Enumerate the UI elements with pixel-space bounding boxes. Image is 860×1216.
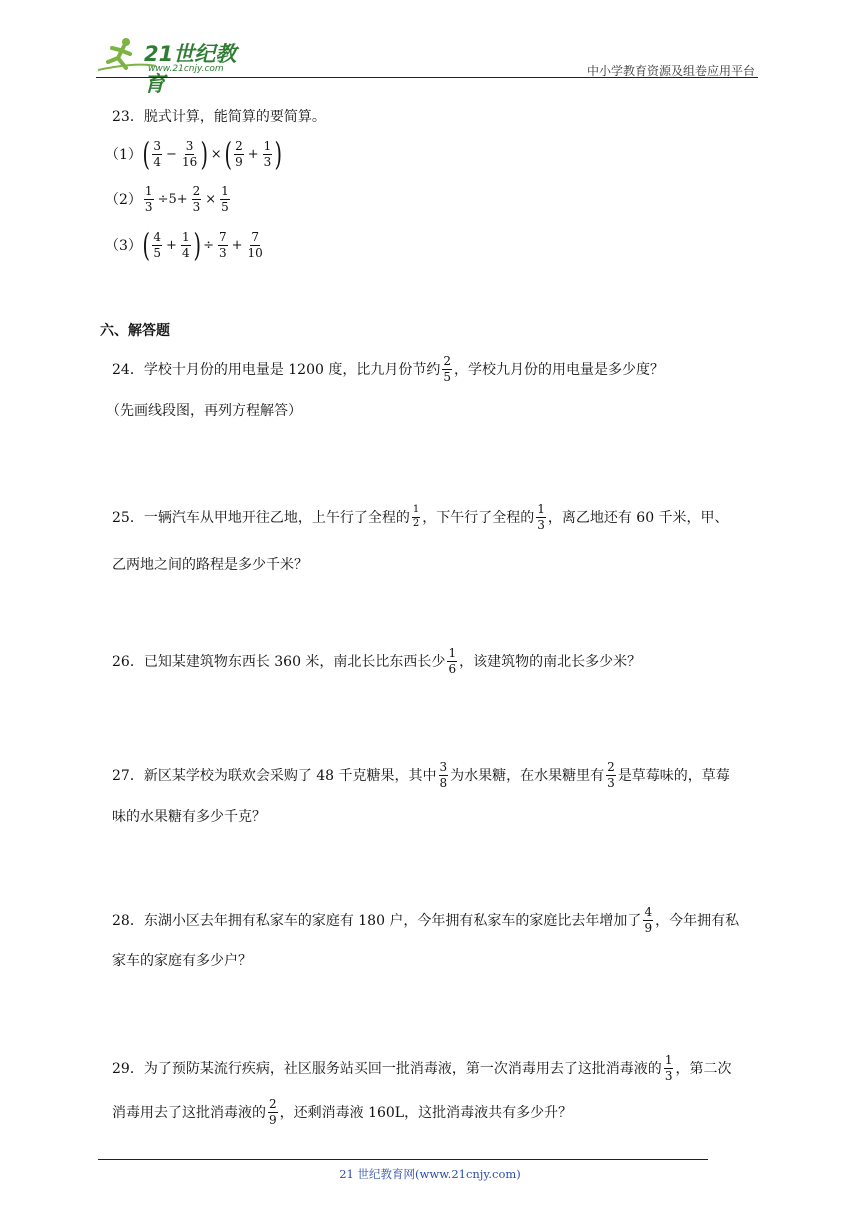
q28-text-line2: 家车的家庭有多少户？: [112, 953, 252, 969]
footer-divider: [98, 1159, 708, 1160]
q24-note: （先画线段图，再列方程解答）: [106, 403, 302, 419]
q29-text: 29．为了预防某流行疾病，社区服务站买回一批消毒液，第一次消毒用去了这批消毒液的 $\frac{1}{3}$ ，第二次: [112, 1052, 732, 1083]
q26-text: 26．已知某建筑物东西长 360 米，南北长比东西长少 $\frac{1}{6}$ ，该建筑物的南北长多少米？: [112, 645, 642, 676]
q23-part2-label: （2）: [105, 192, 142, 208]
q27-text: 27．新区某学校为联欢会采购了 48 千克糖果，其中 $\frac{3}{8}$ 为水果糖，在水果糖里有 $\frac{2}{3}$ 是草莓味的，草莓: [112, 759, 730, 790]
header-divider: [96, 77, 758, 78]
q23-title: 23．脱式计算，能简算的要简算。: [112, 109, 326, 125]
q23-part1-label: （1）: [105, 147, 142, 163]
q28-text: 28．东湖小区去年拥有私家车的家庭有 180 户，今年拥有私家车的家庭比去年增加了 $\frac{4}{9}$ ，今年拥有私: [112, 904, 740, 935]
q25-text: 25．一辆汽车从甲地开往乙地，上午行了全程的 $\frac{1}{2}$ ，下午行了全程的 $\frac{1}{3}$ ，离乙地还有 60 千米，甲、: [112, 501, 729, 532]
q23-part1: （1） ( $\frac{3}{4}$ − $\frac{3}{16}$ ) × ( $\frac{2}{9}$ + $\frac{1}{3}$ ): [105, 135, 283, 173]
footer-link[interactable]: 21 世纪教育网(www.21cnjy.com): [339, 1167, 521, 1181]
logo: [96, 36, 256, 96]
logo-url: www.21cnjy.com: [148, 64, 224, 74]
q25-text-line2: 乙两地之间的路程是多少千米？: [112, 557, 308, 573]
section-heading: 六、解答题: [100, 323, 170, 339]
q27-text-line2: 味的水果糖有多少千克？: [112, 809, 266, 825]
logo-text: 21世纪教育: [144, 42, 237, 96]
q29-text-line2: 消毒用去了这批消毒液的 $\frac{2}{9}$ ，还剩消毒液 160L，这批消毒液共有多少升？: [112, 1096, 573, 1127]
q23-part2: （2） $\frac{1}{3}$ ÷5+ $\frac{2}{3}$ × $\frac{1}{5}$: [105, 183, 229, 214]
q23-part3: （3） ( $\frac{4}{5}$ + $\frac{1}{4}$ ) ÷ $\frac{7}{3}$ + $\frac{7}{10}$: [105, 226, 263, 264]
q23-part3-label: （3）: [105, 238, 142, 254]
q24-text: 24．学校十月份的用电量是 1200 度，比九月份节约 $\frac{2}{5}$ ，学校九月份的用电量是多少度？: [112, 353, 664, 384]
platform-title: 中小学教育资源及组卷应用平台: [586, 64, 755, 78]
